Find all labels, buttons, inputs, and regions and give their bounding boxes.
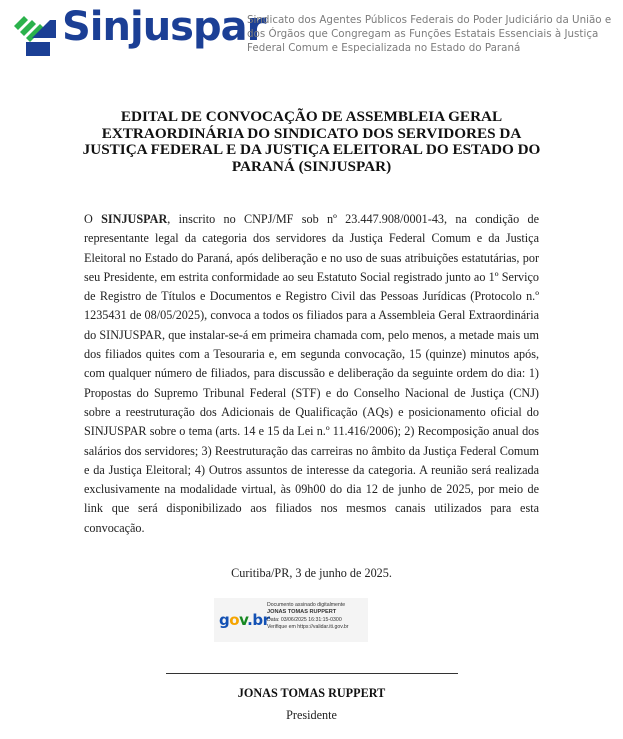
stamp-signer: JONAS TOMAS RUPPERT bbox=[267, 609, 337, 616]
letterhead bbox=[0, 0, 623, 70]
signature-line bbox=[166, 673, 458, 674]
govbr-logo-icon: gov.br bbox=[219, 611, 270, 629]
stamp-line-signed: Documento assinado digitalmente bbox=[267, 602, 346, 608]
document-body bbox=[84, 210, 539, 538]
document-title: EDITAL DE CONVOCAÇÃO DE ASSEMBLEIA GERAL EXTRAORDINÁRIA DO SINDICATO DOS SERVIDORES DA JUSTIÇA FEDERAL E DA JUSTIÇA ELEITORAL DO ESTADO DO PARANÁ (SINJUSPAR) bbox=[82, 108, 541, 175]
place-date: Curitiba/PR, 3 de junho de 2025. bbox=[231, 566, 392, 580]
body-paragraph bbox=[84, 210, 539, 538]
digital-signature-stamp bbox=[214, 598, 368, 642]
organization-name: SINJUSPAR bbox=[101, 212, 168, 226]
body-text: , inscrito no CNPJ/MF sob nº 23.447.908/0001-43, na condição de representante legal da categoria dos servidores da Justiça Federal Comum e da Justiça Eleitoral no Estado do Paraná, após deliberação e no uso de suas atribuições estatutárias, por seu Presidente, em estrita conformidade ao seu Estatuto Social registrado junto ao 1º Serviço de Registro de Títulos e Documentos e Registro Civil das Pessoas Jurídicas (Protocolo n.º 1235431 de 08/05/2025), convoca a todos os filiados para a Assembleia Geral Extraordinária do SINJUSPAR, que instalar-se-á em primeira chamada com, pelo menos, a metade mais um dos filiados quites com a Tesouraria e, em segunda convocação, 15 (quinze) minutos após, com qualquer número de filiados, para discussão e deliberação da seguinte ordem do dia: 1) Propostas do Supremo Tribunal Federal (STF) e do Conselho Nacional de Justiça (CNJ) sobre a reestruturação dos Adicionais de Qualificação (AQs) e posicionamento oficial do SINJUSPAR sobre o tema (arts. 14 e 15 da Lei n.º 11.416/2006); 2) Recomposição anual dos salários dos servidores; 3) Reestruturação das carreiras no âmbito da Justiça Federal Comum e da Justiça Eleitoral; 4) Outros assuntos de interesse da categoria. A reunião será realizada exclusivamente na modalidade virtual, às 09h00 do dia 12 de junho de 2025, por meio de link que será disponibilizado aos filiados nos mesmos canais utilizados para esta convocação. bbox=[84, 212, 539, 535]
stamp-info bbox=[267, 602, 367, 631]
signer-role: Presidente bbox=[286, 708, 337, 722]
stamp-date: Data: 03/06/2025 16:31:15-0300 bbox=[267, 616, 342, 623]
stamp-verify-link[interactable]: Verifique em https://validar.iti.gov.br bbox=[267, 623, 349, 630]
sinjuspar-logo-icon bbox=[12, 12, 58, 58]
signer-name: JONAS TOMAS RUPPERT bbox=[237, 686, 386, 700]
logo-wordmark: Sinjuspar bbox=[62, 4, 266, 50]
body-prefix: O bbox=[84, 212, 102, 226]
organization-description: Sindicato dos Agentes Públicos Federais do Poder Judiciário da União e dos Órgãos que Congregam as Funções Estatais Essenciais à Justiça Federal Comum e Especializada no Estado do Paraná bbox=[247, 14, 612, 54]
